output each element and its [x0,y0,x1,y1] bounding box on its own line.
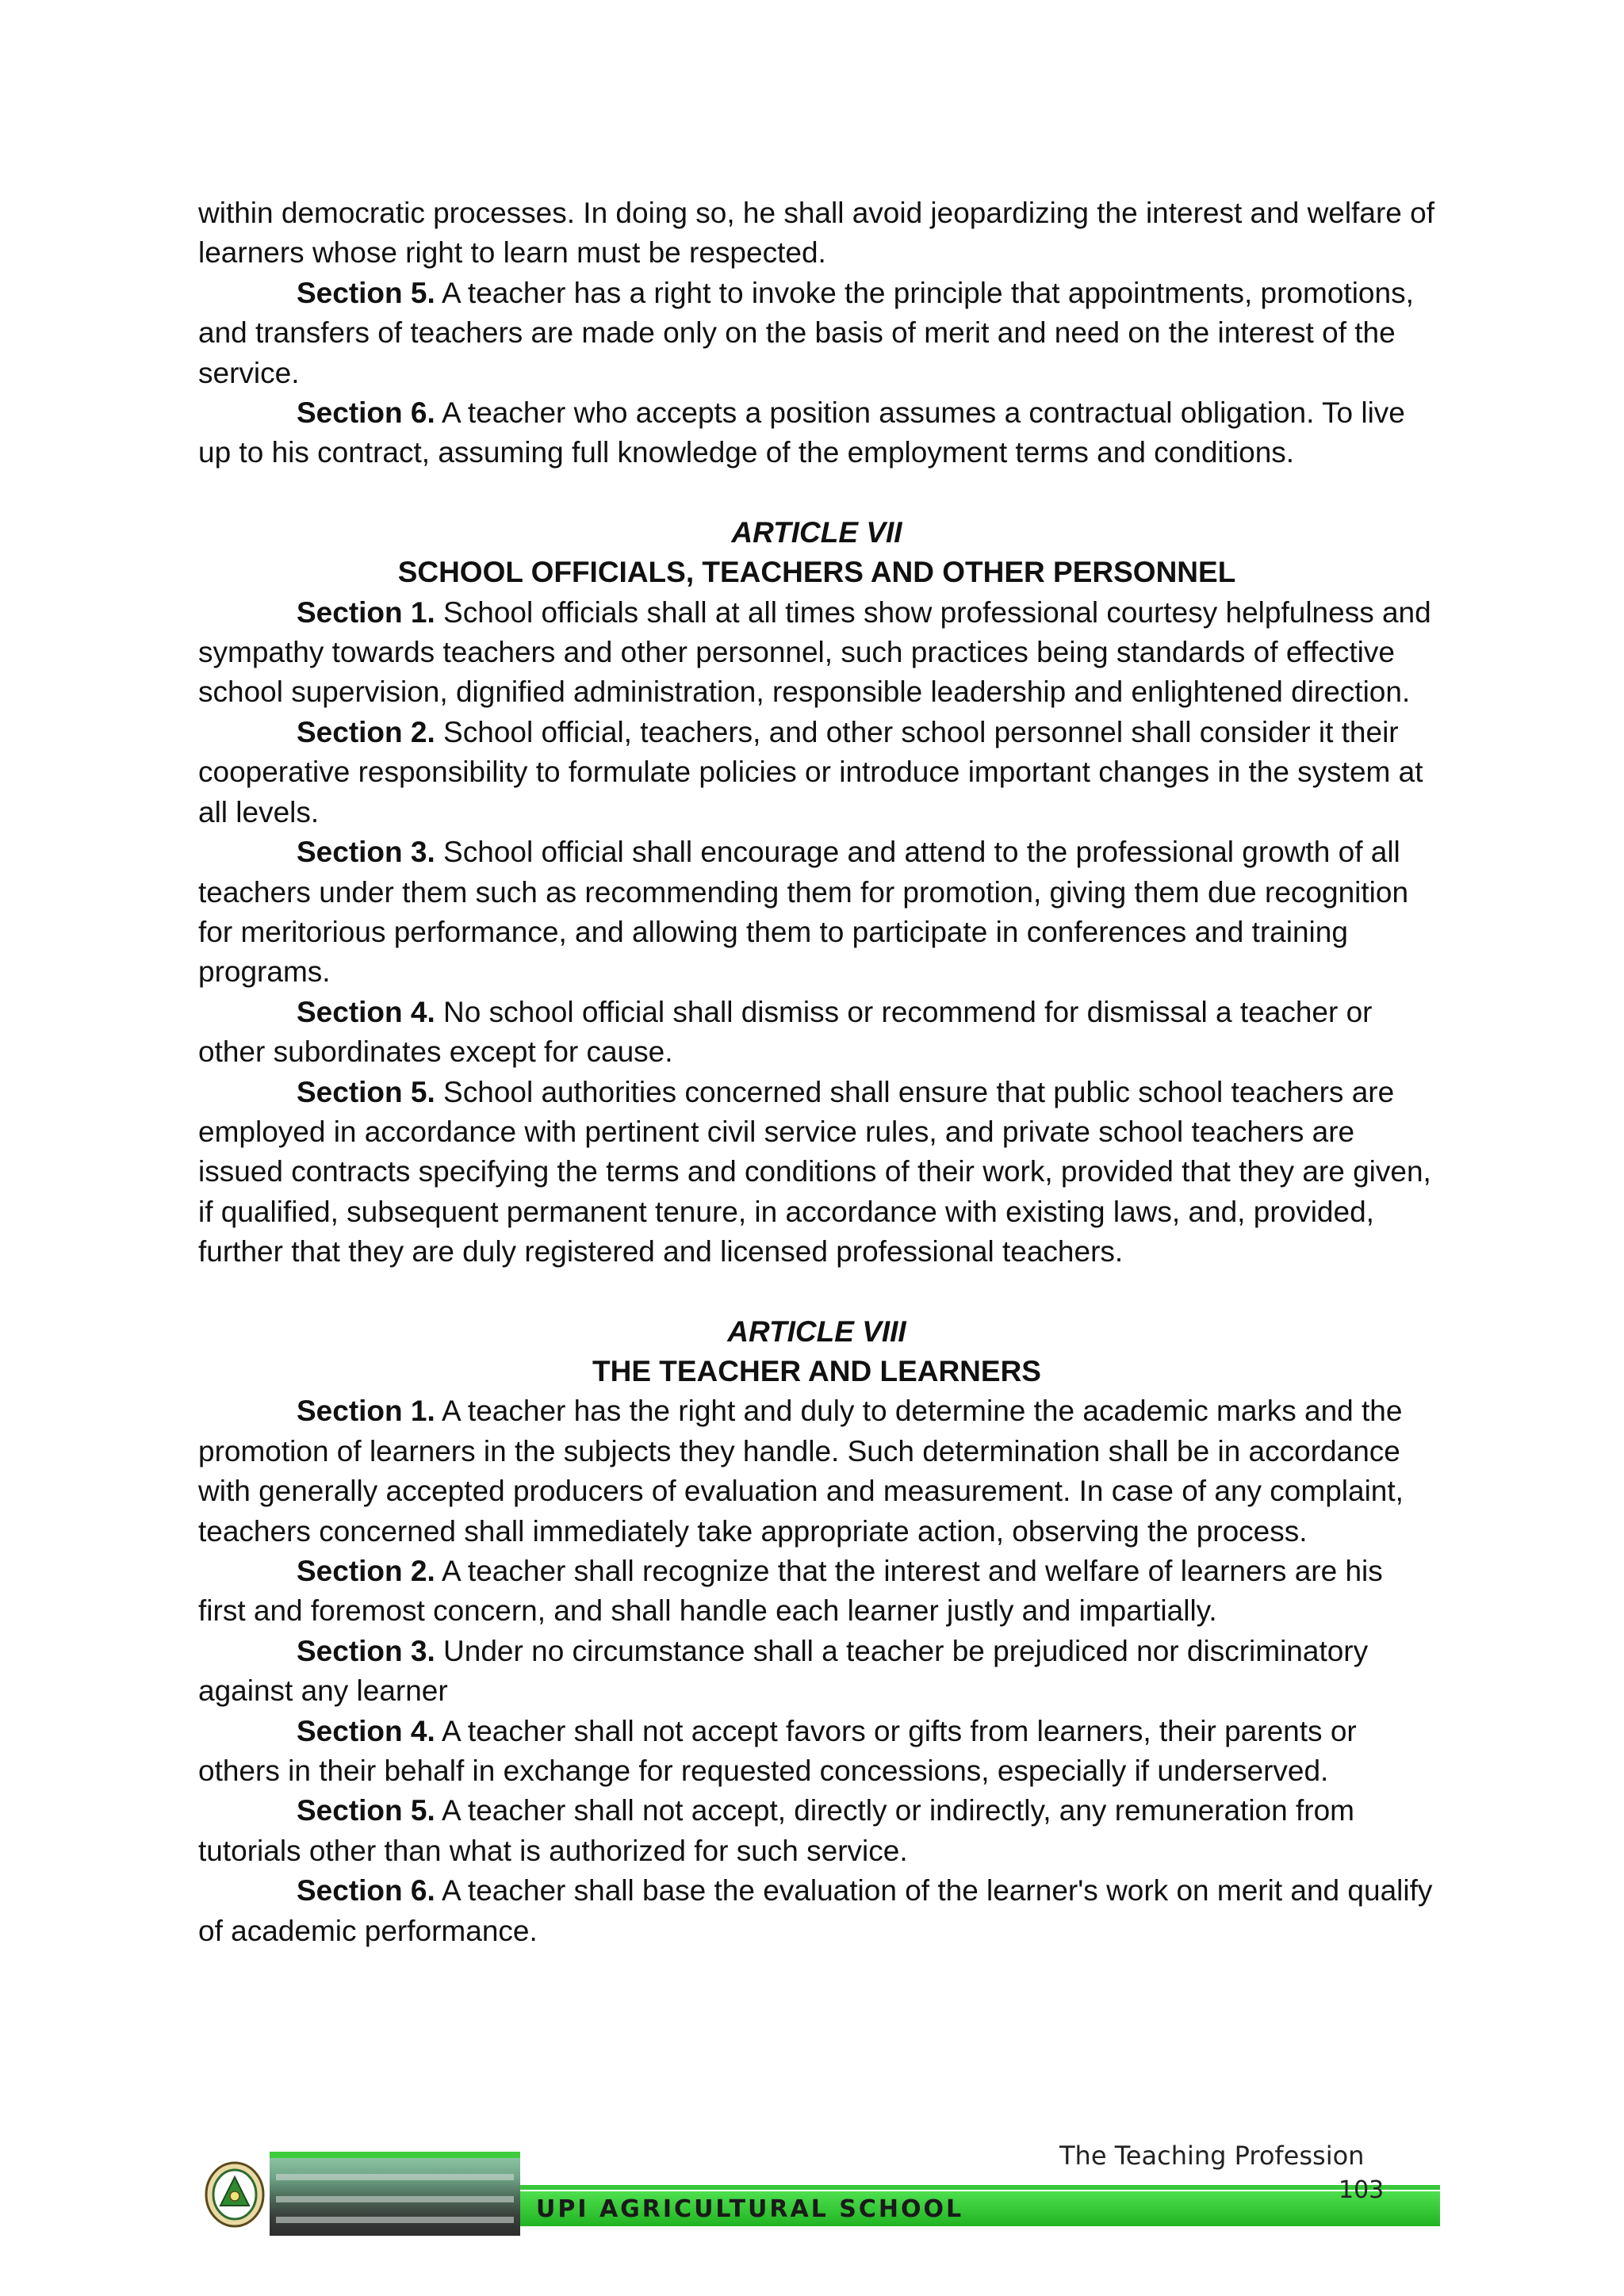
section-label: Section 1. [297,595,435,629]
section-text: A teacher who accepts a position assumes a contractual obligation. To live up to his contract, assuming full knowledge of the employment terms and conditions. [198,396,1405,469]
article-8-section-1 [198,1391,1435,1552]
section-text: A teacher has the right and duly to determine the academic marks and the promotion of learners in the subjects they handle. Such determination shall be in accordance with generally accepted producers of evaluation and measurement. In case of any complaint, teachers concerned shall immediately take appropriate action, observing the process. [198,1395,1404,1548]
section-label: Section 4. [297,995,435,1028]
article-8-section-4 [198,1712,1435,1792]
article-7-number: ARTICLE VII [731,515,902,549]
section-text: School authorities concerned shall ensure that public school teachers are employed in accordance with pertinent civil service rules, and private school teachers are issued contracts specifying the terms and conditions of their work, provided that they are given, if qualified, subsequent permanent tenure, in accordance with existing laws, and, provided, further that they are duly registered and licensed professional teachers. [198,1075,1431,1269]
section-label: Section 6. [297,396,435,430]
article-8-section-3 [198,1632,1435,1712]
school-banner [203,2152,1440,2236]
section-text: School officials shall at all times show professional courtesy helpfulness and sympathy towards teachers and other personnel, such practices being standards of effective school supervision, dignified administration, responsible leadership and enlightened direction. [198,595,1431,709]
section-text: School official, teachers, and other school personnel shall consider it their cooperative responsibility to formulate policies or introduce important changes in the system at all levels. [198,715,1423,828]
school-name: UPI AGRICULTURAL SCHOOL [536,2195,964,2223]
banner-accent-line [520,2185,1440,2190]
article-7-section-2 [198,713,1435,832]
section-label: Section 5. [297,1794,435,1827]
school-seal-icon [203,2158,266,2229]
section-label: Section 3. [297,836,435,869]
article-7-section-4 [198,993,1435,1073]
section-text: A teacher shall not accept favors or gifts from learners, their parents or others in their behalf in exchange for requested concessions, especially if underserved. [198,1714,1357,1788]
section-label: Section 5. [297,1075,435,1108]
section-label: Section 3. [297,1634,435,1667]
preamble-section-5 [198,274,1435,393]
article-7-section-1 [198,593,1435,713]
school-building-photo [270,2152,520,2236]
article-8-number: ARTICLE VIII [727,1314,906,1348]
section-text: School official shall encourage and attend to the professional growth of all teachers under them such as recommending them for promotion, giving them due recognition for meritorious performance, and allowing them to participate in conferences and training programs. [198,836,1409,989]
article-8-section-5 [198,1791,1435,1871]
page-number: 103 [1339,2176,1385,2204]
section-label: Section 2. [297,1555,435,1587]
document-page [198,193,1435,1951]
section-text: A teacher has a right to invoke the principle that appointments, promotions, and transfers of teachers are made only on the basis of merit and need on the interest of the service. [198,276,1414,389]
article-7-title: SCHOOL OFFICIALS, TEACHERS AND OTHER PERSONNEL [397,556,1236,589]
section-label: Section 1. [297,1395,435,1428]
article-8-section-6 [198,1871,1435,1951]
section-text: No school official shall dismiss or recommend for dismissal a teacher or other subordinates except for cause. [198,995,1373,1069]
section-text: Under no circumstance shall a teacher be prejudiced nor discriminatory against any learner [198,1634,1369,1708]
article-8-title: THE TEACHER AND LEARNERS [592,1354,1041,1387]
section-label: Section 4. [297,1714,435,1747]
article-7-section-5 [198,1073,1435,1272]
article-7-section-3 [198,832,1435,993]
section-label: Section 5. [297,276,435,309]
article-8-section-2 [198,1552,1435,1632]
footer-book-title: The Teaching Profession [1059,2141,1365,2171]
preamble-section-6 [198,393,1435,473]
section-text: A teacher shall base the evaluation of the learner's work on merit and qualify of academic performance. [198,1874,1433,1947]
section-text: A teacher shall not accept, directly or indirectly, any remuneration from tutorials other than what is authorized for such service. [198,1794,1354,1867]
section-text: A teacher shall recognize that the interest and welfare of learners are his first and foremost concern, and shall handle each learner justly and impartially. [198,1555,1383,1628]
intro-paragraph: within democratic processes. In doing so, he shall avoid jeopardizing the interest and welfare of learners whose right to learn must be respected. [198,197,1434,270]
section-label: Section 2. [297,715,435,748]
section-label: Section 6. [297,1874,435,1908]
